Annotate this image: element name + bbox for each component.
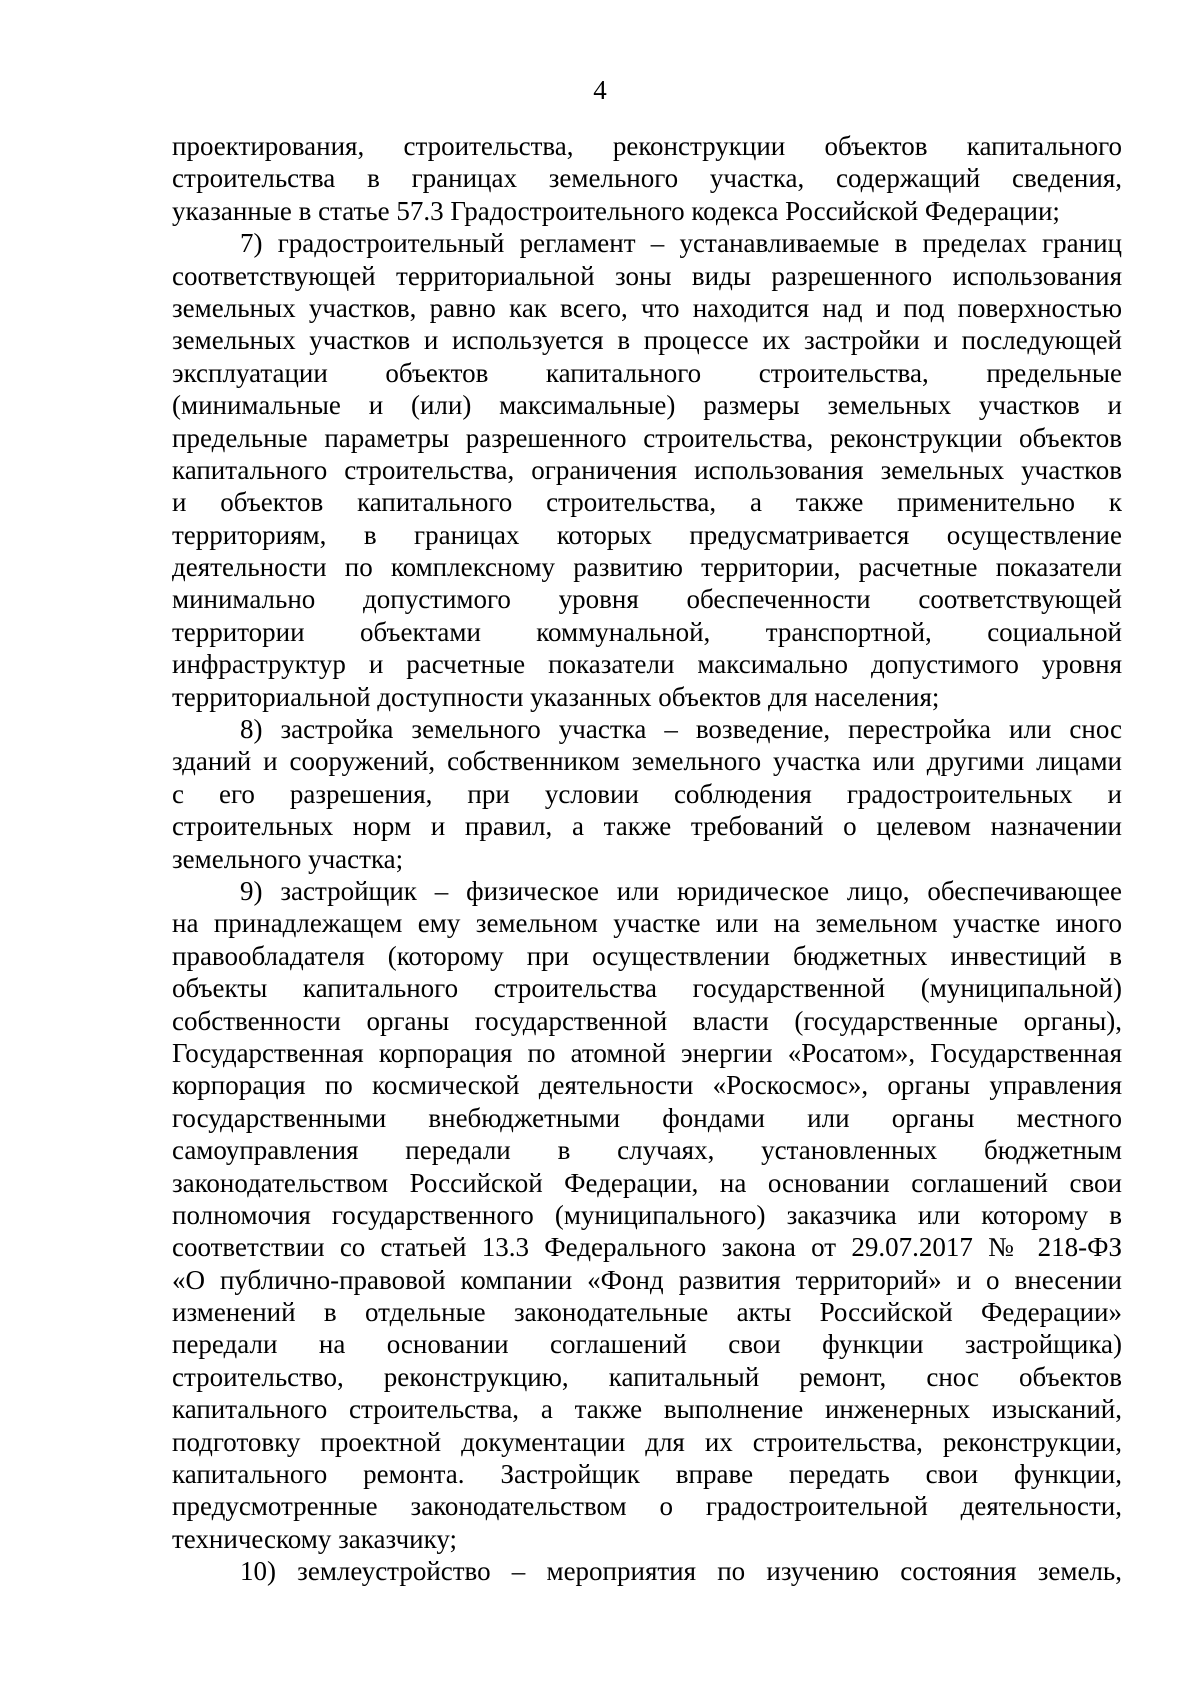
- text-line: (минимальные и (или) максимальные) размеры земельных участков и: [172, 390, 1122, 421]
- text-line: указанные в статье 57.3 Градостроительного кодекса Российской Федерации;: [172, 195, 1060, 226]
- text-line: и объектов капитального строительства, а также применительно к: [172, 487, 1122, 518]
- text-line: изменений в отдельные законодательные акты Российской Федерации»: [172, 1297, 1122, 1328]
- text-line: строительства в границах земельного участка, содержащий сведения,: [172, 163, 1122, 194]
- text-line: собственности органы государственной власти (государственные органы),: [172, 1005, 1122, 1036]
- text-line: на принадлежащем ему земельном участке или на земельном участке иного: [172, 908, 1122, 939]
- document-body: [172, 130, 1122, 1588]
- paragraph-8-first-line: 8) застройка земельного участка – возведение, перестройка или снос: [240, 714, 1122, 745]
- text-line: минимально допустимого уровня обеспеченности соответствующей: [172, 584, 1122, 615]
- text-line: законодательством Российской Федерации, на основании соглашений свои: [172, 1167, 1122, 1198]
- paragraph-7-first-line: 7) градостроительный регламент – устанавливаемые в пределах границ: [240, 228, 1122, 259]
- text-line: территориальной доступности указанных объектов для населения;: [172, 681, 940, 712]
- text-line: капитального ремонта. Застройщик вправе передать свои функции,: [172, 1459, 1122, 1490]
- text-line: территориям, в границах которых предусматривается осуществление: [172, 519, 1122, 550]
- text-line: капитального строительства, ограничения использования земельных участков: [172, 454, 1122, 485]
- text-line: объекты капитального строительства государственной (муниципальной): [172, 973, 1122, 1004]
- text-line: деятельности по комплексному развитию территории, расчетные показатели: [172, 552, 1122, 583]
- text-line: строительство, реконструкцию, капитальный ремонт, снос объектов: [172, 1361, 1122, 1392]
- text-line: полномочия государственного (муниципального) заказчика или которому в: [172, 1199, 1122, 1230]
- page-number: 4: [593, 75, 607, 105]
- text-line: соответствии со статьей 13.3 Федерального закона от 29.07.2017 № 218-ФЗ: [172, 1232, 1122, 1263]
- text-line: предусмотренные законодательством о градостроительной деятельности,: [172, 1491, 1122, 1522]
- text-line: правообладателя (которому при осуществлении бюджетных инвестиций в: [172, 940, 1122, 971]
- text-line: Государственная корпорация по атомной энергии «Росатом», Государственная: [172, 1037, 1122, 1068]
- text-line: капитального строительства, а также выполнение инженерных изысканий,: [172, 1394, 1122, 1425]
- text-line: строительных норм и правил, а также требований о целевом назначении: [172, 811, 1122, 842]
- text-line: корпорация по космической деятельности «Роскосмос», органы управления: [172, 1070, 1122, 1101]
- text-line: с его разрешения, при условии соблюдения градостроительных и: [172, 778, 1122, 809]
- text-line: земельных участков, равно как всего, что находится над и под поверхностью: [172, 292, 1122, 323]
- text-line: техническому заказчику;: [172, 1523, 457, 1554]
- text-line: самоуправления передали в случаях, установленных бюджетным: [172, 1135, 1122, 1166]
- paragraph-10-first-line: 10) землеустройство – мероприятия по изучению состояния земель,: [240, 1556, 1122, 1587]
- text-line: зданий и сооружений, собственником земельного участка или другими лицами: [172, 746, 1122, 777]
- text-line: инфраструктур и расчетные показатели максимально допустимого уровня: [172, 649, 1122, 680]
- paragraph-9-first-line: 9) застройщик – физическое или юридическое лицо, обеспечивающее: [240, 875, 1122, 906]
- text-line: земельных участков и используется в процессе их застройки и последующей: [172, 325, 1122, 356]
- text-line: соответствующей территориальной зоны виды разрешенного использования: [172, 260, 1122, 291]
- text-line: подготовку проектной документации для их строительства, реконструкции,: [172, 1426, 1122, 1457]
- text-line: передали на основании соглашений свои функции застройщика): [172, 1329, 1122, 1360]
- text-line: земельного участка;: [172, 843, 404, 874]
- text-line: «О публично-правовой компании «Фонд развития территорий» и о внесении: [172, 1264, 1122, 1295]
- text-line: эксплуатации объектов капитального строительства, предельные: [172, 357, 1122, 388]
- text-line: предельные параметры разрешенного строительства, реконструкции объектов: [172, 422, 1122, 453]
- text-line: проектирования, строительства, реконструкции объектов капитального: [172, 131, 1122, 161]
- text-line: территории объектами коммунальной, транспортной, социальной: [172, 616, 1122, 647]
- text-line: государственными внебюджетными фондами или органы местного: [172, 1102, 1122, 1133]
